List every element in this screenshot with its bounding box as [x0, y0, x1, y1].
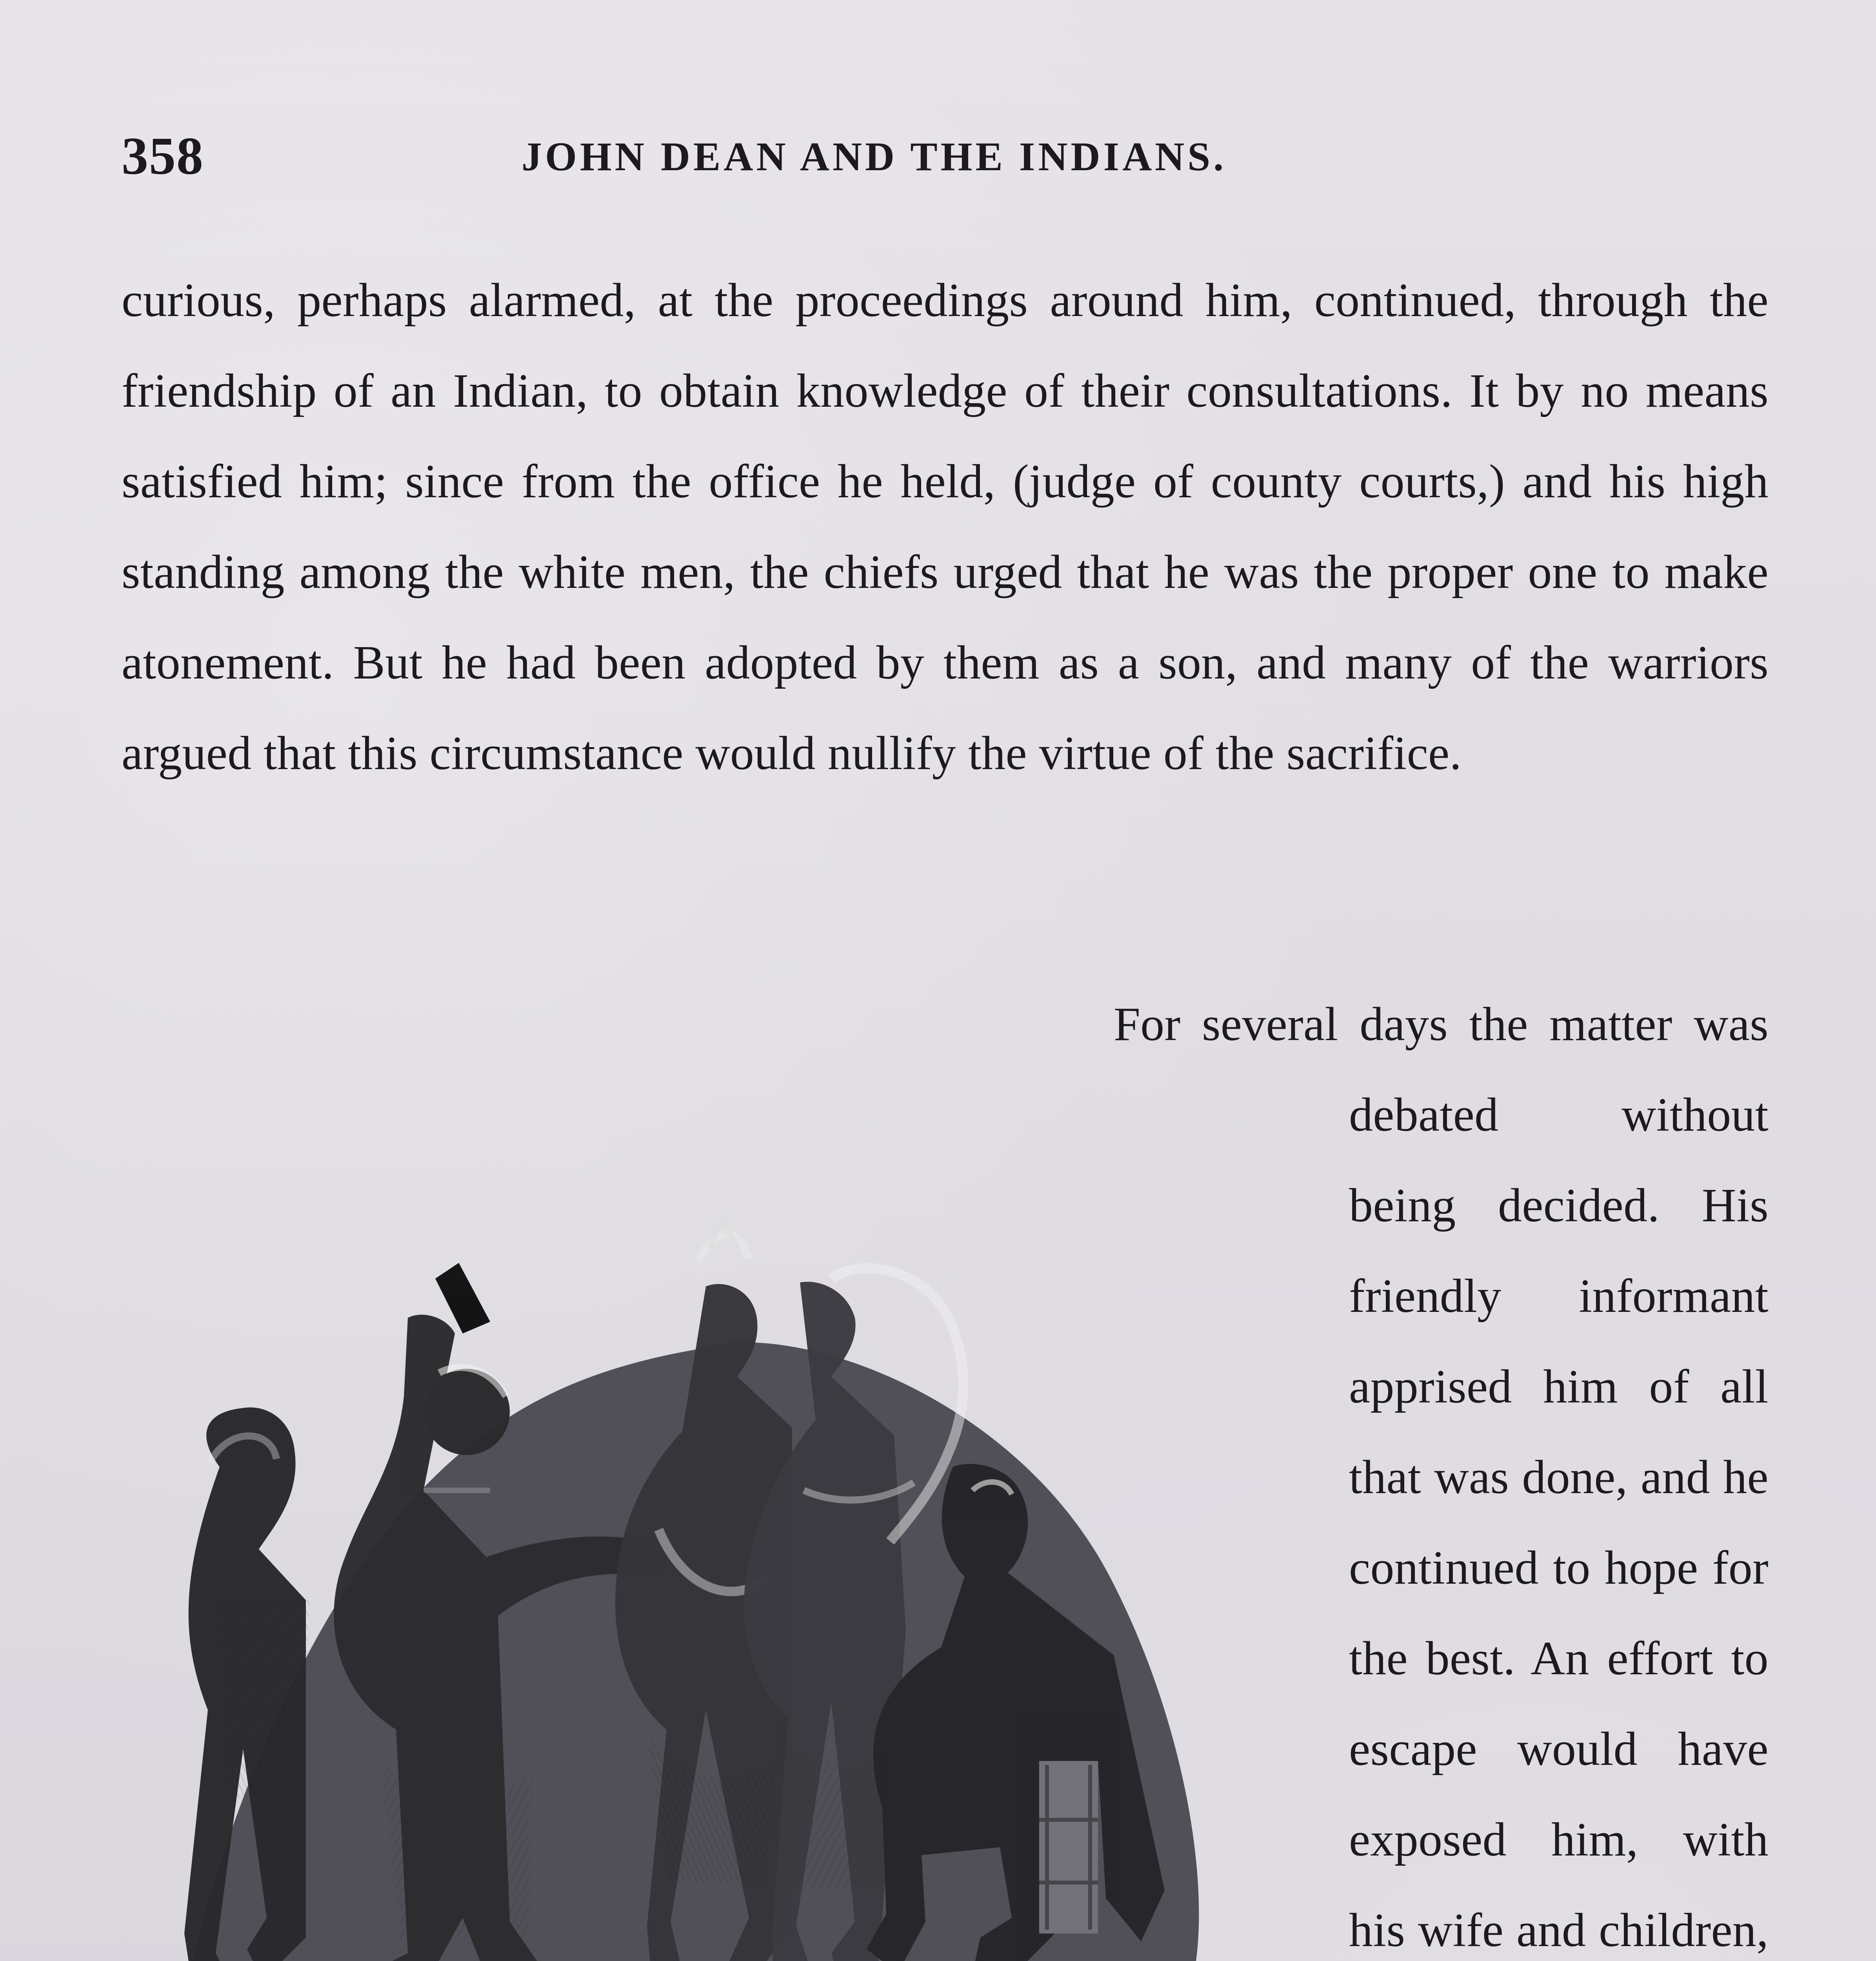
running-head: JOHN DEAN AND THE INDIANS.	[522, 134, 1227, 179]
top-text-block	[122, 255, 1769, 799]
page-number: 358	[122, 127, 204, 186]
top-paragraph: curious, perhaps alarmed, at the proceedings around him, continued, through the friendship of an Indian, to obtain knowledge of their consultations. It by no means satisfied him; since from the office he held, (judge of county courts,) and his high standing among the white men, the chiefs urged that he was the proper one to make atonement. But he had been adopted by them as a son, and many of the warriors argued that this circumstance would nullify the virtue of the sacrifice.	[122, 274, 1769, 780]
flow-paragraph: For several days the matter was debated without being decided. His friendly informant apprised him of all that was done, and he continued to hope for the best. An effort to escape would have exposed him, with his wife and children,	[1114, 998, 1769, 1957]
page-header	[122, 129, 1776, 192]
engraving-illustration-icon	[125, 1192, 1294, 1961]
illustration	[125, 1192, 1294, 1961]
float-spacer-top	[122, 979, 1012, 1159]
